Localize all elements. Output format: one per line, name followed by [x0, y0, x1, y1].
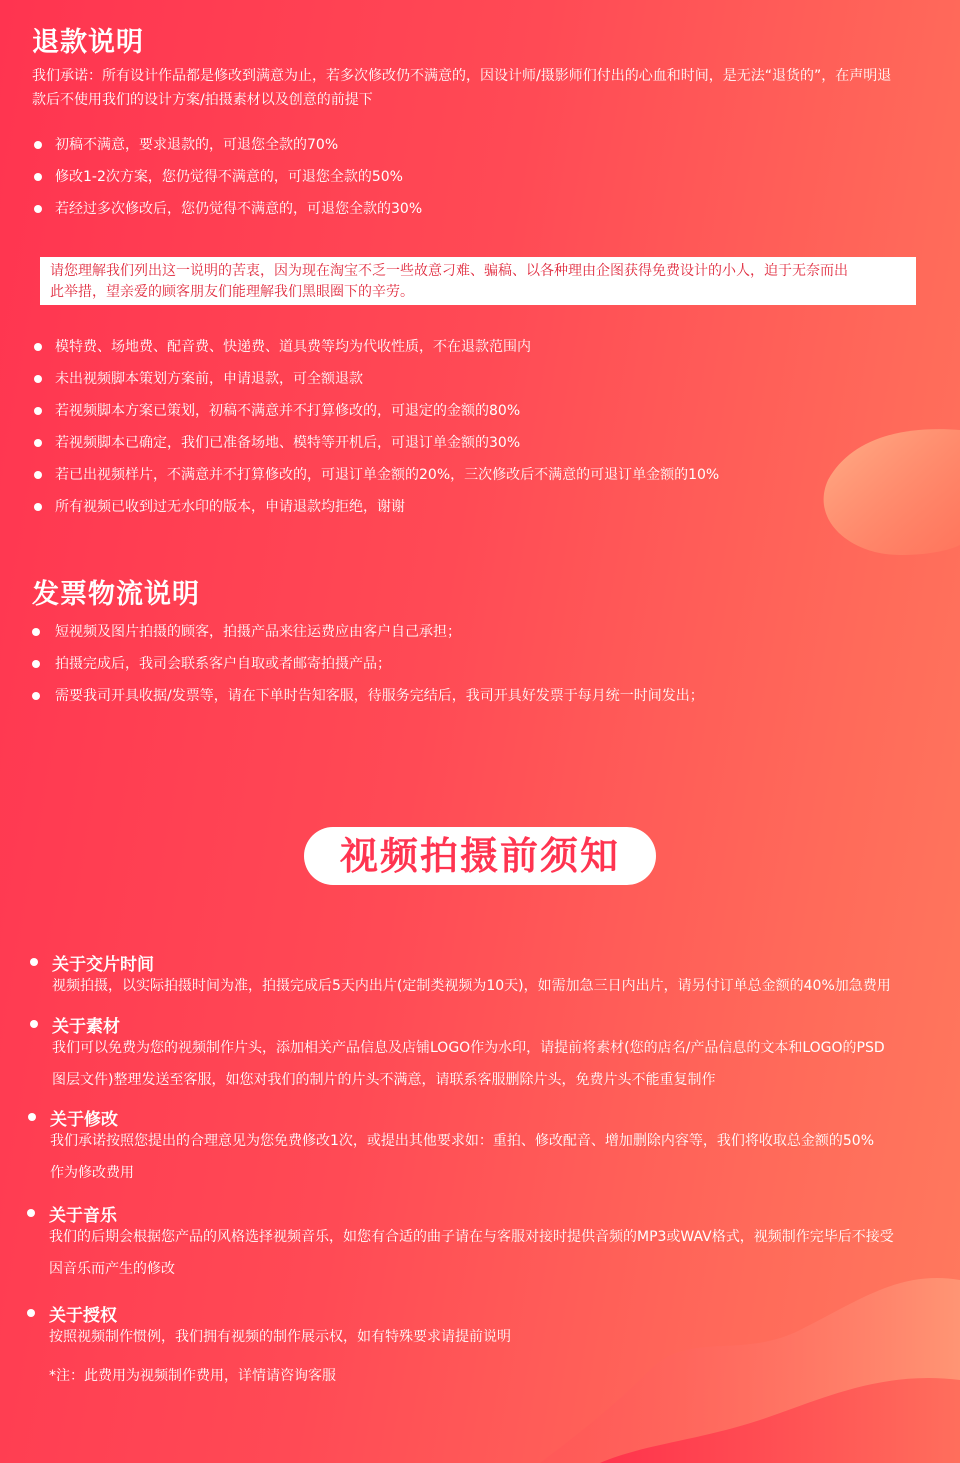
list-item: 若视频脚本已确定，我们已准备场地、模特等开机后，可退订单金额的30%	[55, 435, 521, 451]
refund-title: 退款说明	[32, 27, 144, 58]
bullet-dot	[34, 407, 42, 415]
bullet-dot	[34, 205, 42, 213]
notice-line2: 此举措，望亲爱的顾客朋友们能理解我们黑眼圈下的辛劳。	[50, 284, 414, 300]
item-body-line: 因音乐而产生的修改	[49, 1261, 175, 1277]
item-body-line: 视频拍摄，以实际拍摄时间为准，拍摄完成后5天内出片(定制类视频为10天)，如需加急三日内出片，请另付订单总金额的40%加急费用	[52, 978, 891, 994]
bullet-dot	[30, 958, 38, 966]
bullet-dot	[34, 375, 42, 383]
bullet-dot	[32, 692, 40, 700]
refund-intro-line1: 我们承诺：所有设计作品都是修改到满意为止，若多次修改仍不满意的，因设计师/摄影师们付出的心血和时间，是无法“退货的”，在声明退	[32, 68, 892, 84]
notice-box	[40, 257, 916, 305]
bullet-dot	[34, 343, 42, 351]
bullet-dot	[34, 471, 42, 479]
bullet-dot	[34, 503, 42, 511]
list-item: 未出视频脚本策划方案前，申请退款，可全额退款	[55, 371, 363, 387]
notice-line1: 请您理解我们列出这一说明的苦衷，因为现在淘宝不乏一些故意刁难、骗稿、以各种理由企图获得免费设计的小人，迫于无奈而出	[50, 263, 848, 279]
list-item: 模特费、场地费、配音费、快递费、道具费等均为代收性质，不在退款范围内	[55, 339, 531, 355]
bullet-dot	[34, 141, 42, 149]
refund-intro-line2: 款后不使用我们的设计方案/拍摄素材以及创意的前提下	[32, 92, 373, 108]
list-item: 所有视频已收到过无水印的版本，申请退款均拒绝，谢谢	[55, 499, 405, 515]
item-title: 关于音乐	[49, 1206, 117, 1226]
list-item: 短视频及图片拍摄的顾客，拍摄产品来往运费应由客户自己承担；	[55, 624, 461, 640]
list-item: 拍摄完成后，我司会联系客户自取或者邮寄拍摄产品；	[55, 656, 391, 672]
bullet-dot	[30, 1020, 38, 1028]
footnote: *注：此费用为视频制作费用，详情请咨询客服	[49, 1368, 336, 1384]
list-item: 需要我司开具收据/发票等，请在下单时告知客服，待服务完结后，我司开具好发票于每月统一时间发出；	[55, 688, 704, 704]
video-notice-pill-title: 视频拍摄前须知	[304, 827, 656, 885]
list-item: 若经过多次修改后，您仍觉得不满意的，可退您全款的30%	[55, 201, 423, 217]
bullet-dot	[27, 1209, 35, 1217]
invoice-title: 发票物流说明	[32, 579, 200, 610]
bullet-dot	[34, 173, 42, 181]
list-item: 修改1-2次方案，您仍觉得不满意的，可退您全款的50%	[55, 169, 403, 185]
bullet-dot	[32, 628, 40, 636]
item-body-line: 我们承诺按照您提出的合理意见为您免费修改1次，或提出其他要求如：重拍、修改配音、增加删除内容等，我们将收取总金额的50%	[50, 1133, 875, 1149]
item-body-line: 图层文件)整理发送至客服，如您对我们的制片的片头不满意，请联系客服删除片头，免费片头不能重复制作	[52, 1072, 716, 1088]
list-item: 若已出视频样片，不满意并不打算修改的，可退订单金额的20%，三次修改后不满意的可退订单金额的10%	[55, 467, 720, 483]
bullet-dot	[28, 1113, 36, 1121]
item-title: 关于授权	[49, 1306, 117, 1326]
item-body-line: 我们可以免费为您的视频制作片头，添加相关产品信息及店铺LOGO作为水印，请提前将素材(您的店名/产品信息的文本和LOGO的PSD	[52, 1040, 885, 1056]
bullet-dot	[27, 1309, 35, 1317]
item-title: 关于交片时间	[52, 955, 154, 975]
item-title: 关于修改	[50, 1110, 118, 1130]
item-body-line: 按照视频制作惯例，我们拥有视频的制作展示权，如有特殊要求请提前说明	[49, 1329, 511, 1345]
item-body-line: 作为修改费用	[50, 1165, 134, 1181]
item-title: 关于素材	[52, 1017, 120, 1037]
item-body-line: 我们的后期会根据您产品的风格选择视频音乐，如您有合适的曲子请在与客服对接时提供音频的MP3或WAV格式，视频制作完毕后不接受	[49, 1229, 894, 1245]
bullet-dot	[32, 660, 40, 668]
list-item: 初稿不满意，要求退款的，可退您全款的70%	[55, 137, 339, 153]
list-item: 若视频脚本方案已策划，初稿不满意并不打算修改的，可退定的金额的80%	[55, 403, 521, 419]
bullet-dot	[34, 439, 42, 447]
